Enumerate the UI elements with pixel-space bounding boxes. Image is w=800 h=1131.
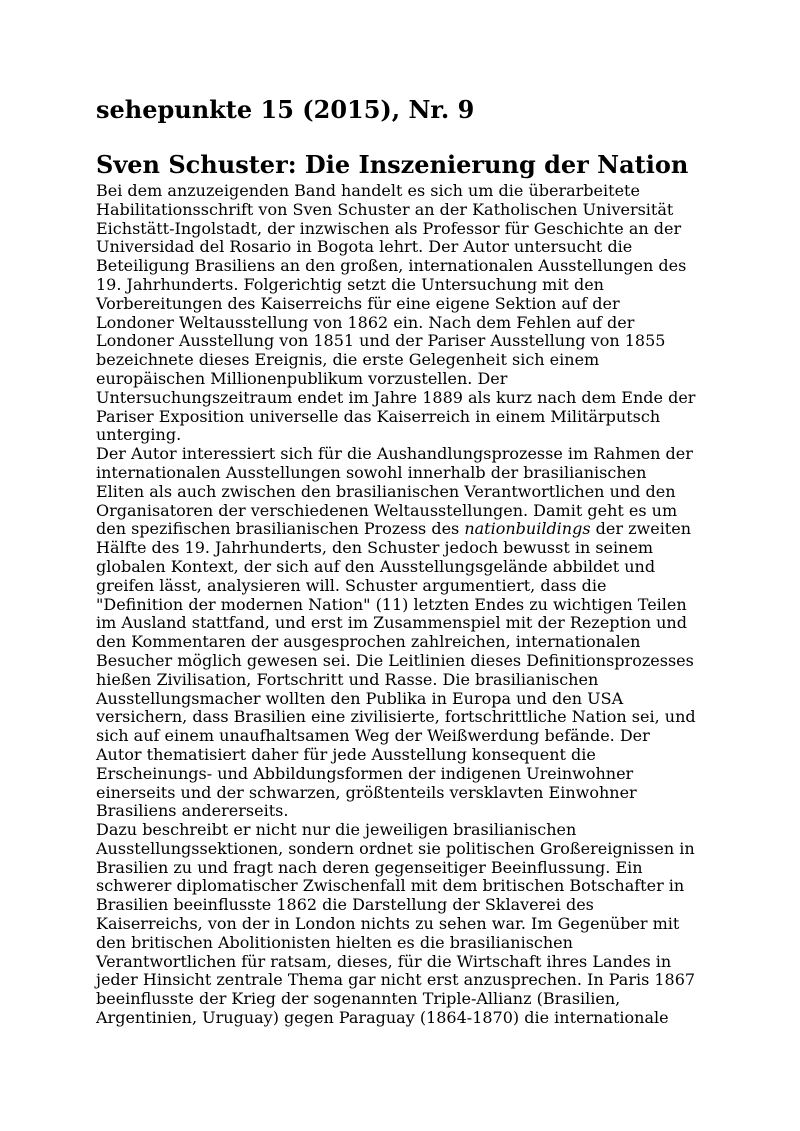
text-line: Kaiserreichs, von der in London nichts zu sehen war. Im Gegenüber mit xyxy=(96,914,680,934)
text-line: greifen lässt, analysieren will. Schuster argumentiert, dass die xyxy=(96,575,607,595)
paragraph-2 xyxy=(96,445,706,821)
paragraph-3 xyxy=(96,821,706,1028)
text-line: Dazu beschreibt er nicht nur die jeweiligen brasilianischen xyxy=(96,820,577,840)
text-line: Londoner Ausstellung von 1851 und der Pariser Ausstellung von 1855 xyxy=(96,331,666,351)
italic-term: nationbuildings xyxy=(464,519,591,539)
text-segment: den spezifischen brasilianischen Prozess des xyxy=(96,519,465,539)
text-line: Hälfte des 19. Jahrhunderts, den Schuster jedoch bewusst in seinem xyxy=(96,538,654,558)
text-line: Brasiliens andererseits. xyxy=(96,801,289,821)
text-line: Vorbereitungen des Kaiserreichs für eine eigene Sektion auf der xyxy=(96,293,620,313)
article-title: Sven Schuster: Die Inszenierung der Nation xyxy=(96,150,689,179)
text-line: Untersuchungszeitraum endet im Jahre 1889 als kurz nach dem Ende der xyxy=(96,387,696,407)
text-line: jeder Hinsicht zentrale Thema gar nicht erst anzusprechen. In Paris 1867 xyxy=(96,970,696,990)
text-line: internationalen Ausstellungen sowohl innerhalb der brasilianischen xyxy=(96,462,647,482)
text-line: im Ausland stattfand, und erst im Zusammenspiel mit der Rezeption und xyxy=(96,613,687,633)
text-line: Der Autor interessiert sich für die Aushandlungsprozesse im Rahmen der xyxy=(96,444,693,464)
text-line: Argentinien, Uruguay) gegen Paraguay (1864-1870) die internationale xyxy=(96,1008,669,1028)
paragraph-1 xyxy=(96,182,706,445)
text-line xyxy=(96,520,706,539)
text-line: Autor thematisiert daher für jede Ausstellung konsequent die xyxy=(96,744,596,764)
text-line: Beteiligung Brasiliens an den großen, internationalen Ausstellungen des xyxy=(96,256,687,276)
text-line: den britischen Abolitionisten hielten es die brasilianischen xyxy=(96,932,573,952)
text-line: Organisatoren der verschiedenen Weltausstellungen. Damit geht es um xyxy=(96,500,678,520)
text-line: Londoner Weltausstellung von 1862 ein. Nach dem Fehlen auf der xyxy=(96,312,635,332)
text-line: Eliten als auch zwischen den brasilianischen Verantwortlichen und den xyxy=(96,481,676,501)
text-line: Erscheinungs- und Abbildungsformen der indigenen Ureinwohner xyxy=(96,763,634,783)
text-line: versichern, dass Brasilien eine zivilisierte, fortschrittliche Nation sei, und xyxy=(96,707,696,727)
journal-title: sehepunkte 15 (2015), Nr. 9 xyxy=(96,95,475,124)
text-line: Pariser Exposition universelle das Kaiserreich in einem Militärputsch xyxy=(96,406,661,426)
document-page xyxy=(96,92,706,1028)
text-line: bezeichnete dieses Ereignis, die erste Gelegenheit sich einem xyxy=(96,350,600,370)
text-line: unterging. xyxy=(96,425,182,445)
text-line: Universidad del Rosario in Bogota lehrt. Der Autor untersucht die xyxy=(96,237,633,257)
text-line: sich auf einem unaufhaltsamen Weg der Weißwerdung befände. Der xyxy=(96,726,650,746)
text-line: Eichstätt-Ingolstadt, der inzwischen als Professor für Geschichte an der xyxy=(96,218,682,238)
text-line: "Definition der modernen Nation" (11) letzten Endes zu wichtigen Teilen xyxy=(96,594,687,614)
text-line: Brasilien beeinflusste 1862 die Darstellung der Sklaverei des xyxy=(96,895,594,915)
text-line: hießen Zivilisation, Fortschritt und Rasse. Die brasilianischen xyxy=(96,669,599,689)
text-line: globalen Kontext, der sich auf den Ausstellungsgelände abbildet und xyxy=(96,556,656,576)
text-line: Besucher möglich gewesen sei. Die Leitlinien dieses Definitionsprozesses xyxy=(96,650,694,670)
text-line: Verantwortlichen für ratsam, dieses, für die Wirtschaft ihres Landes in xyxy=(96,951,672,971)
text-line: Bei dem anzuzeigenden Band handelt es sich um die überarbeitete xyxy=(96,181,640,200)
text-line: Ausstellungsmacher wollten den Publika in Europa und den USA xyxy=(96,688,624,708)
text-line: Brasilien zu und fragt nach deren gegenseitiger Beeinflussung. Ein xyxy=(96,857,643,877)
text-line: einerseits und der schwarzen, größtenteils versklavten Einwohner xyxy=(96,782,637,802)
text-line: europäischen Millionenpublikum vorzustellen. Der xyxy=(96,368,508,388)
text-line: schwerer diplomatischer Zwischenfall mit dem britischen Botschafter in xyxy=(96,876,685,896)
text-line: 19. Jahrhunderts. Folgerichtig setzt die Untersuchung mit den xyxy=(96,274,604,294)
text-line: Habilitationsschrift von Sven Schuster an der Katholischen Universität xyxy=(96,199,674,219)
text-line: beeinflusste der Krieg der sogenannten Triple-Allianz (Brasilien, xyxy=(96,989,621,1009)
text-line: den Kommentaren der ausgesprochen zahlreichen, internationalen xyxy=(96,632,641,652)
text-segment: der zweiten xyxy=(590,519,692,539)
text-line: Ausstellungssektionen, sondern ordnet sie politischen Großereignissen in xyxy=(96,838,695,858)
